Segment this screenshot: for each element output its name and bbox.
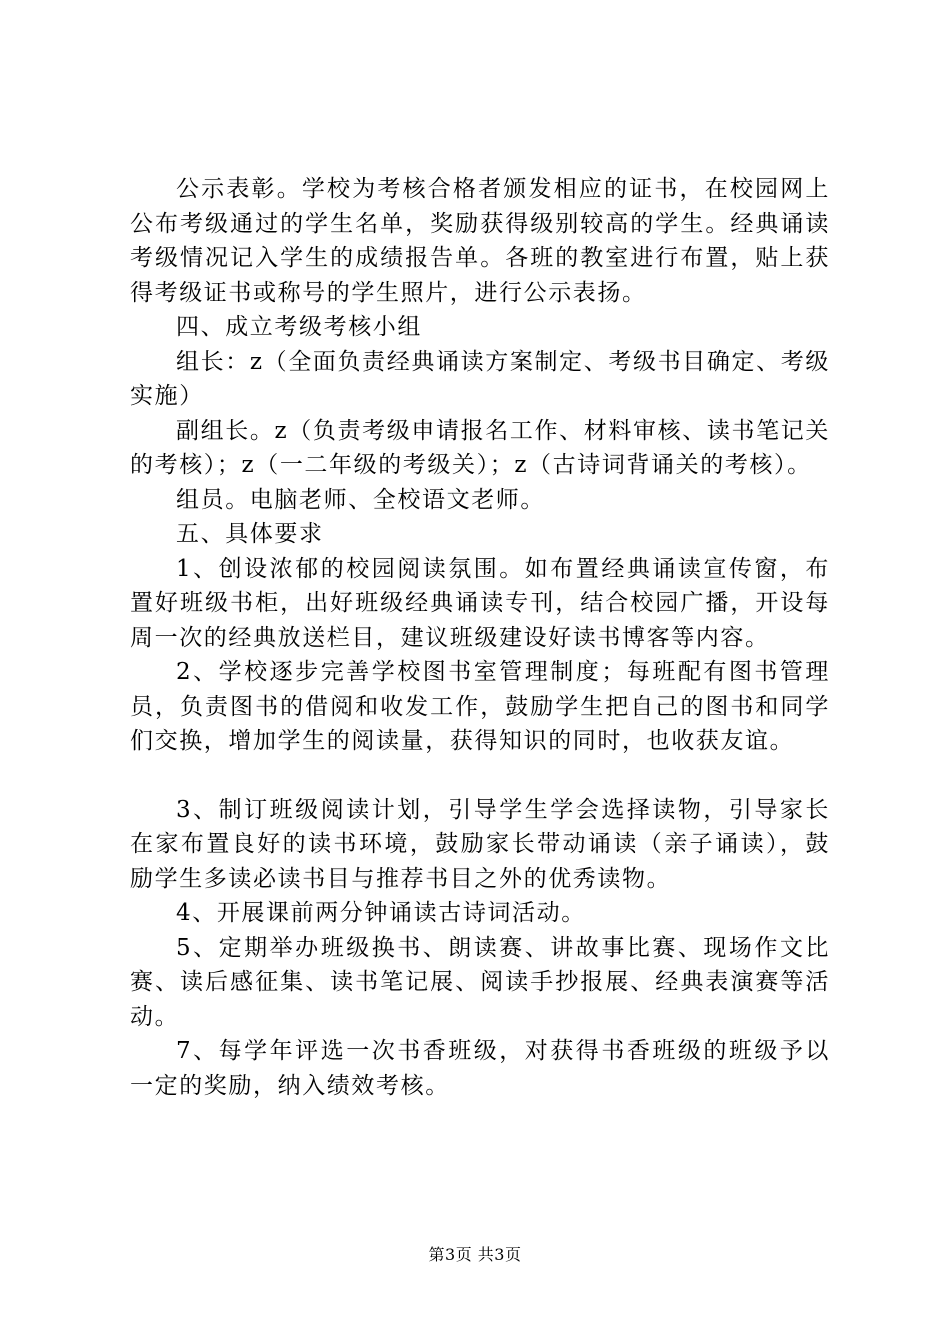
paragraph-item-5: 5、定期举办班级换书、朗读赛、讲故事比赛、现场作文比赛、读后感征集、读书笔记展、阅读手抄报展、经典表演赛等活动。 [130,934,830,1030]
page-footer: 第3页 共3页 [428,1245,522,1264]
paragraph-members: 组员。电脑老师、全校语文老师。 [176,486,545,513]
paragraph-deputy-leader: 副组长。z（负责考级申请报名工作、材料审核、读书笔记关的考核）；z（一二年级的考级关）；z（古诗词背诵关的考核）。 [130,417,830,478]
paragraph-item-2: 2、学校逐步完善学校图书室管理制度；每班配有图书管理员，负责图书的借阅和收发工作，鼓励学生把自己的图书和同学们交换，增加学生的阅读量，获得知识的同时，也收获友谊。 [130,659,830,754]
heading-section-five: 五、具体要求 [176,521,324,547]
paragraph-item-7: 7、每学年评选一次书香班级，对获得书香班级的班级予以一定的奖励，纳入绩效考核。 [130,1038,830,1099]
paragraph-item-3: 3、制订班级阅读计划，引导学生学会选择读物，引导家长在家布置良好的读书环境，鼓励家长带动诵读（亲子诵读），鼓励学生多读必读书目与推荐书目之外的优秀读物。 [130,796,830,892]
paragraph-item-4: 4、开展课前两分钟诵读古诗词活动。 [176,900,586,926]
paragraph-group-leader: 组长：z（全面负责经典诵读方案制定、考级书目确定、考级实施） [130,348,830,409]
paragraph-commendation: 公示表彰。学校为考核合格者颁发相应的证书，在校园网上公布考级通过的学生名单，奖励获得级别较高的学生。经典诵读考级情况记入学生的成绩报告单。各班的教室进行布置，贴上获得考级证书或称号的学生照片，进行公示表扬。 [130,176,830,306]
document-body [130,172,830,1103]
paragraph-item-1: 1、创设浓郁的校园阅读氛围。如布置经典诵读宣传窗，布置好班级书柜，出好班级经典诵读专刊，结合校园广播，开设每周一次的经典放送栏目，建议班级建设好读书博客等内容。 [130,555,830,651]
heading-section-four: 四、成立考级考核小组 [176,314,422,340]
